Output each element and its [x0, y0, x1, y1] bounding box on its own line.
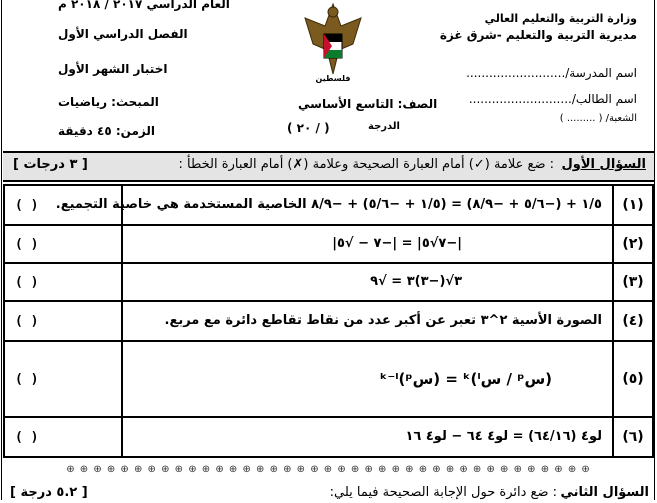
student-name-field[interactable] — [469, 92, 637, 106]
mark-value: ( ٢٠ / ) — [287, 121, 330, 135]
directorate-name: مديرية التربية والتعليم -شرق غزة — [439, 28, 637, 42]
question1-table — [3, 184, 654, 458]
row-number: (٦) — [613, 417, 653, 457]
student-name-label: اسم الطالب/. — [568, 92, 637, 106]
semester: الفصل الدراسي الأول — [58, 27, 188, 41]
table-row — [4, 341, 653, 417]
exam-name: اختبار الشهر الأول — [58, 62, 168, 76]
answer-cell[interactable]: ( ) — [4, 417, 122, 457]
mark-label: الدرجة — [368, 121, 400, 132]
question2-title: السؤال الثاني — [560, 485, 649, 500]
row-number: (٢) — [613, 225, 653, 263]
school-name-dots: ......................... — [466, 66, 562, 80]
statement-cell: ١/٥ + (−٥/٦ + −٨/٩) = (١/٥ + −٥/٦) + −٨/٩ الخاصية المستخدمة هي خاصية التجميع. — [122, 185, 613, 225]
row-number: (٤) — [613, 301, 653, 341]
answer-cell[interactable]: ( ) — [4, 341, 122, 417]
section-field[interactable]: الشعبة/ ( ......... ) — [559, 113, 637, 124]
question1-header — [3, 151, 654, 182]
answer-cell[interactable]: ( ) — [4, 301, 122, 341]
ministry-name: وزارة التربية والتعليم العالي — [484, 12, 637, 25]
question2-header — [0, 483, 657, 503]
statement-cell: ٣√(−٣)٣ = √٩ — [122, 263, 613, 301]
question2-marks: [ ٥.٢ درجة ] — [10, 485, 88, 500]
statement-cell: الصورة الأسية ٢^٣ تعبر عن أكبر عدد من نقاط تقاطع دائرة مع مربع. — [122, 301, 613, 341]
exam-time: الزمن: ٤٥ دقيقة — [58, 124, 155, 138]
question1-title: السؤال الأول — [561, 157, 646, 172]
table-row — [4, 263, 653, 301]
answer-cell[interactable]: ( ) — [4, 263, 122, 301]
student-name-dots: .......................... — [468, 92, 569, 106]
subject: المبحث: رياضيات — [58, 95, 159, 109]
table-row — [4, 417, 653, 457]
question2-instruction: : ضع دائرة حول الإجابة الصحيحة فيما يلي: — [329, 485, 557, 500]
grade-label: الصف: التاسع الأساسي — [298, 97, 438, 111]
question1-marks: [ ٣ درجات ] — [13, 157, 88, 172]
decorative-border: ⊕ ⊕ ⊕ ⊕ ⊕ ⊕ ⊕ ⊕ ⊕ ⊕ ⊕ ⊕ ⊕ ⊕ ⊕ ⊕ ⊕ ⊕ ⊕ ⊕ ⊕ ⊕ ⊕ ⊕ ⊕ ⊕ ⊕ ⊕ ⊕ ⊕ ⊕ ⊕ ⊕ ⊕ ⊕ ⊕ ⊕ ⊕ ⊕ — [66, 464, 591, 475]
palestine-emblem-icon — [303, 0, 363, 92]
statement-cell: |−٧√٥| = |−٧ − √٥| — [122, 225, 613, 263]
school-name-field[interactable] — [466, 66, 637, 80]
question1-instruction: : ضع علامة (✓) أمام العبارة الصحيحة وعلامة (✗) أمام العبارة الخطأ : — [178, 157, 554, 172]
statement-cell: (سᵖ / سˡ)ᵏ = (سᵖ)ᵏ⁻ˡ — [122, 341, 613, 417]
row-number: (١) — [613, 185, 653, 225]
answer-cell[interactable]: ( ) — [4, 225, 122, 263]
school-name-label: اسم المدرسة/. — [561, 66, 637, 80]
row-number: (٣) — [613, 263, 653, 301]
table-row — [4, 225, 653, 263]
answer-cell[interactable]: ( ) — [4, 185, 122, 225]
emblem-caption: فلسطين — [315, 74, 351, 83]
table-row — [4, 185, 653, 225]
statement-cell: لو٤ (٦٤/١٦) = لو٤ ٦٤ − لو٤ ١٦ — [122, 417, 613, 457]
row-number: (٥) — [613, 341, 653, 417]
table-row — [4, 301, 653, 341]
academic-year: العام الدراسي ٢٠١٧ / ٢٠١٨ م — [58, 0, 230, 11]
